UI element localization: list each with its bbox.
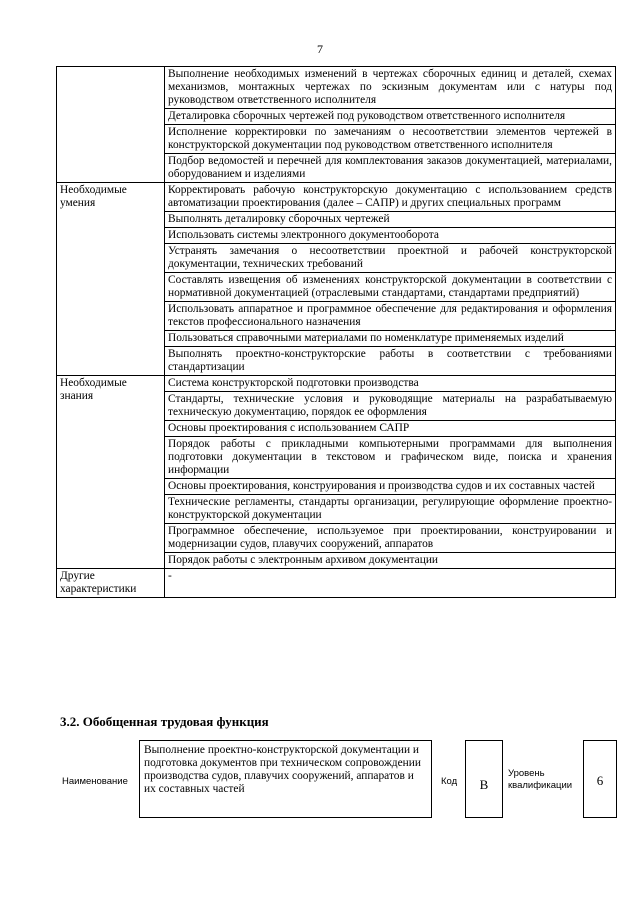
labor-action-item: Исполнение корректировки по замечаниям о несоответствии элементов чертежей в конструкторской документации под руководством ответственного исполнителя — [165, 125, 616, 154]
labor-actions-label-cell — [57, 67, 165, 183]
knowledge-item: Технические регламенты, стандарты организации, регулирующие оформление проектно-конструкторской документации — [165, 495, 616, 524]
skill-item: Устранять замечания о несоответствии проектной и рабочей конструкторской документации, технических требований — [165, 244, 616, 273]
labor-action-item: Выполнение необходимых изменений в чертежах сборочных единиц и деталей, схемах механизмов, монтажных чертежах по эскизным документам или с натуры под руководством ответственного исполнителя — [165, 67, 616, 109]
skill-item: Использовать системы электронного документооборота — [165, 228, 616, 244]
skill-item: Выполнять деталировку сборочных чертежей — [165, 212, 616, 228]
other-characteristics-label: Другие характеристики — [57, 569, 165, 598]
skill-item: Выполнять проектно-конструкторские работы в соответствии с требованиями стандартизации — [165, 347, 616, 376]
table-row — [57, 376, 616, 392]
knowledge-item: Программное обеспечение, используемое при проектировании, конструировании и модернизации судов, плавучих сооружений, аппаратов — [165, 524, 616, 553]
name-label: Наименование — [62, 776, 128, 787]
skill-item: Корректировать рабочую конструкторскую документацию с использованием средств автоматизации проектирования (далее – САПР) и других специальных программ — [165, 183, 616, 212]
qualification-level-box: 6 — [583, 740, 617, 818]
table-row — [57, 569, 616, 598]
knowledge-item: Основы проектирования, конструирования и производства судов и их составных частей — [165, 479, 616, 495]
code-box: B — [465, 740, 503, 818]
knowledge-label: Необходимые знания — [57, 376, 165, 569]
knowledge-item: Порядок работы с электронным архивом документации — [165, 553, 616, 569]
knowledge-item: Стандарты, технические условия и руководящие материалы на разрабатываемую техническую документацию, порядок ее оформления — [165, 392, 616, 421]
knowledge-item: Порядок работы с прикладными компьютерными программами для выполнения подготовки документации в текстовом и графическом виде, поиска и хранения информации — [165, 437, 616, 479]
skill-item: Пользоваться справочными материалами по номенклатуре применяемых изделий — [165, 331, 616, 347]
section-heading: 3.2. Обобщенная трудовая функция — [60, 714, 269, 729]
table-row — [57, 67, 616, 109]
page-number: 7 — [317, 42, 323, 56]
function-name-box: Выполнение проектно-конструкторской документации и подготовка документов при техническом сопровождении производства судов, плавучих сооружений, аппаратов и их составных частей — [139, 740, 432, 818]
knowledge-item: Система конструкторской подготовки производства — [165, 376, 616, 392]
qualification-level-label: Уровень квалификации — [508, 768, 573, 791]
table-row — [57, 183, 616, 212]
labor-action-item: Деталировка сборочных чертежей под руководством ответственного исполнителя — [165, 109, 616, 125]
other-characteristics-value: - — [165, 569, 616, 598]
skills-label: Необходимые умения — [57, 183, 165, 376]
labor-function-table — [56, 66, 616, 598]
code-label: Код — [441, 776, 458, 787]
skill-item: Составлять извещения об изменениях конструкторской документации в соответствии с нормативной документацией (отраслевыми стандартами, стандартами предприятий) — [165, 273, 616, 302]
knowledge-item: Основы проектирования с использованием САПР — [165, 421, 616, 437]
skill-item: Использовать аппаратное и программное обеспечение для редактирования и оформления текстов профессионального назначения — [165, 302, 616, 331]
labor-action-item: Подбор ведомостей и перечней для комплектования заказов документацией, материалами, оборудованием и изделиями — [165, 154, 616, 183]
